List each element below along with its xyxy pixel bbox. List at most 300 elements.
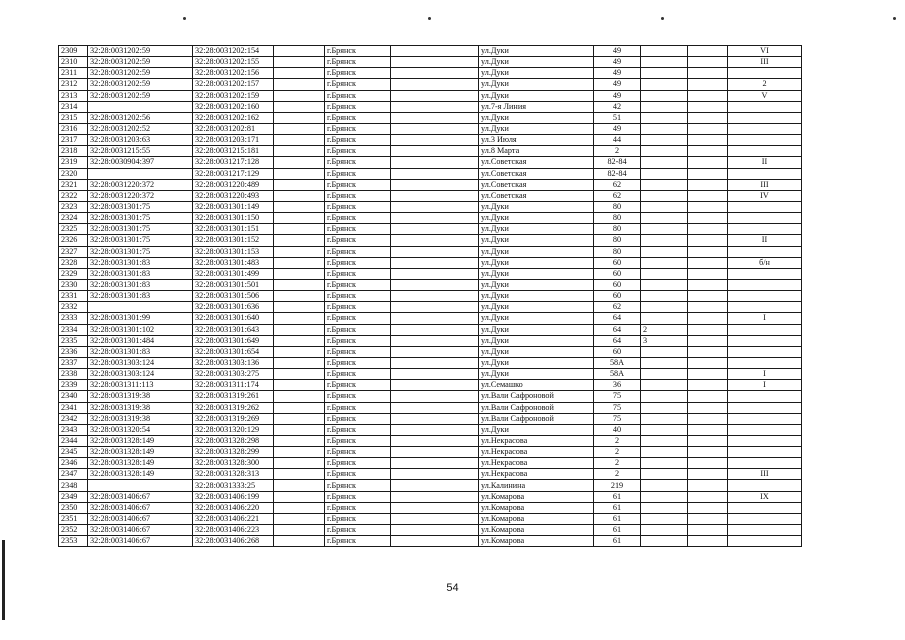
premises-number-cell: I bbox=[728, 369, 802, 380]
street-cell: ул.Дуки bbox=[479, 324, 594, 335]
empty-cell bbox=[391, 391, 479, 402]
house-number-cell: 2 bbox=[594, 146, 641, 157]
city-cell: г.Брянск bbox=[325, 302, 391, 313]
table-row bbox=[59, 135, 802, 146]
building-part-cell bbox=[641, 279, 688, 290]
parent-cadastral-number-cell: 32:28:0031202:56 bbox=[88, 112, 193, 123]
parent-cadastral-number-cell: 32:28:0031301:83 bbox=[88, 346, 193, 357]
empty-cell bbox=[391, 157, 479, 168]
cadastral-number-cell: 32:28:0031301:654 bbox=[193, 346, 274, 357]
city-cell: г.Брянск bbox=[325, 435, 391, 446]
empty-cell bbox=[274, 190, 325, 201]
table-row bbox=[59, 257, 802, 268]
city-cell: г.Брянск bbox=[325, 157, 391, 168]
premises-number-cell bbox=[728, 536, 802, 547]
empty-cell bbox=[688, 46, 728, 57]
cadastral-number-cell: 32:28:0031202:157 bbox=[193, 79, 274, 90]
building-part-cell bbox=[641, 101, 688, 112]
city-cell: г.Брянск bbox=[325, 447, 391, 458]
row-number-cell: 2347 bbox=[59, 469, 88, 480]
parent-cadastral-number-cell: 32:28:0031311:113 bbox=[88, 380, 193, 391]
house-number-cell: 60 bbox=[594, 346, 641, 357]
empty-cell bbox=[688, 146, 728, 157]
premises-number-cell bbox=[728, 502, 802, 513]
premises-number-cell: V bbox=[728, 90, 802, 101]
house-number-cell: 2 bbox=[594, 435, 641, 446]
parent-cadastral-number-cell: 32:28:0030904:397 bbox=[88, 157, 193, 168]
street-cell: ул.Дуки bbox=[479, 346, 594, 357]
empty-cell bbox=[391, 57, 479, 68]
cadastral-number-cell: 32:28:0031328:313 bbox=[193, 469, 274, 480]
premises-number-cell bbox=[728, 224, 802, 235]
city-cell: г.Брянск bbox=[325, 90, 391, 101]
city-cell: г.Брянск bbox=[325, 168, 391, 179]
city-cell: г.Брянск bbox=[325, 46, 391, 57]
city-cell: г.Брянск bbox=[325, 469, 391, 480]
row-number-cell: 2343 bbox=[59, 424, 88, 435]
street-cell: ул.Дуки bbox=[479, 279, 594, 290]
empty-cell bbox=[688, 469, 728, 480]
empty-cell bbox=[688, 224, 728, 235]
house-number-cell: 2 bbox=[594, 447, 641, 458]
row-number-cell: 2328 bbox=[59, 257, 88, 268]
premises-number-cell: III bbox=[728, 179, 802, 190]
house-number-cell: 61 bbox=[594, 491, 641, 502]
empty-cell bbox=[391, 46, 479, 57]
parent-cadastral-number-cell: 32:28:0031220:372 bbox=[88, 179, 193, 190]
empty-cell bbox=[274, 458, 325, 469]
parent-cadastral-number-cell: 32:28:0031319:38 bbox=[88, 402, 193, 413]
empty-cell bbox=[391, 291, 479, 302]
city-cell: г.Брянск bbox=[325, 213, 391, 224]
house-number-cell: 42 bbox=[594, 101, 641, 112]
row-number-cell: 2325 bbox=[59, 224, 88, 235]
property-register-table bbox=[58, 45, 802, 547]
city-cell: г.Брянск bbox=[325, 335, 391, 346]
house-number-cell: 82-84 bbox=[594, 157, 641, 168]
house-number-cell: 61 bbox=[594, 536, 641, 547]
street-cell: ул.Дуки bbox=[479, 112, 594, 123]
premises-number-cell bbox=[728, 447, 802, 458]
building-part-cell bbox=[641, 213, 688, 224]
premises-number-cell bbox=[728, 123, 802, 134]
premises-number-cell bbox=[728, 213, 802, 224]
parent-cadastral-number-cell: 32:28:0031202:52 bbox=[88, 123, 193, 134]
empty-cell bbox=[274, 324, 325, 335]
empty-cell bbox=[274, 90, 325, 101]
table-row bbox=[59, 458, 802, 469]
empty-cell bbox=[391, 335, 479, 346]
premises-number-cell bbox=[728, 112, 802, 123]
empty-cell bbox=[391, 179, 479, 190]
cadastral-number-cell: 32:28:0031203:171 bbox=[193, 135, 274, 146]
table-row bbox=[59, 246, 802, 257]
empty-cell bbox=[391, 402, 479, 413]
row-number-cell: 2346 bbox=[59, 458, 88, 469]
cadastral-number-cell: 32:28:0031217:128 bbox=[193, 157, 274, 168]
street-cell: ул.Комарова bbox=[479, 491, 594, 502]
empty-cell bbox=[391, 246, 479, 257]
city-cell: г.Брянск bbox=[325, 268, 391, 279]
building-part-cell bbox=[641, 123, 688, 134]
building-part-cell bbox=[641, 369, 688, 380]
street-cell: ул.Дуки bbox=[479, 335, 594, 346]
building-part-cell bbox=[641, 469, 688, 480]
empty-cell bbox=[688, 179, 728, 190]
empty-cell bbox=[274, 101, 325, 112]
empty-cell bbox=[274, 79, 325, 90]
empty-cell bbox=[274, 402, 325, 413]
empty-cell bbox=[274, 369, 325, 380]
table-row bbox=[59, 79, 802, 90]
row-number-cell: 2309 bbox=[59, 46, 88, 57]
empty-cell bbox=[274, 135, 325, 146]
house-number-cell: 51 bbox=[594, 112, 641, 123]
parent-cadastral-number-cell: 32:28:0031301:484 bbox=[88, 335, 193, 346]
empty-cell bbox=[274, 513, 325, 524]
empty-cell bbox=[688, 168, 728, 179]
house-number-cell: 80 bbox=[594, 224, 641, 235]
empty-cell bbox=[688, 480, 728, 491]
table-row bbox=[59, 502, 802, 513]
row-number-cell: 2345 bbox=[59, 447, 88, 458]
cadastral-number-cell: 32:28:0031333:25 bbox=[193, 480, 274, 491]
street-cell: ул.Советская bbox=[479, 157, 594, 168]
row-number-cell: 2315 bbox=[59, 112, 88, 123]
premises-number-cell: VI bbox=[728, 46, 802, 57]
cadastral-number-cell: 32:28:0031319:262 bbox=[193, 402, 274, 413]
empty-cell bbox=[391, 302, 479, 313]
street-cell: ул.Дуки bbox=[479, 123, 594, 134]
row-number-cell: 2317 bbox=[59, 135, 88, 146]
row-number-cell: 2348 bbox=[59, 480, 88, 491]
empty-cell bbox=[688, 357, 728, 368]
table-row bbox=[59, 469, 802, 480]
parent-cadastral-number-cell: 32:28:0031406:67 bbox=[88, 513, 193, 524]
empty-cell bbox=[274, 68, 325, 79]
empty-cell bbox=[688, 391, 728, 402]
premises-number-cell bbox=[728, 402, 802, 413]
empty-cell bbox=[688, 335, 728, 346]
building-part-cell: 3 bbox=[641, 335, 688, 346]
row-number-cell: 2322 bbox=[59, 190, 88, 201]
city-cell: г.Брянск bbox=[325, 235, 391, 246]
cadastral-number-cell: 32:28:0031406:220 bbox=[193, 502, 274, 513]
cadastral-number-cell: 32:28:0031220:489 bbox=[193, 179, 274, 190]
premises-number-cell: 2 bbox=[728, 79, 802, 90]
city-cell: г.Брянск bbox=[325, 179, 391, 190]
row-number-cell: 2331 bbox=[59, 291, 88, 302]
row-number-cell: 2350 bbox=[59, 502, 88, 513]
empty-cell bbox=[391, 68, 479, 79]
empty-cell bbox=[274, 313, 325, 324]
street-cell: ул.Комарова bbox=[479, 536, 594, 547]
house-number-cell: 44 bbox=[594, 135, 641, 146]
row-number-cell: 2340 bbox=[59, 391, 88, 402]
parent-cadastral-number-cell: 32:28:0031301:99 bbox=[88, 313, 193, 324]
empty-cell bbox=[391, 224, 479, 235]
cadastral-number-cell: 32:28:0031319:269 bbox=[193, 413, 274, 424]
street-cell: ул.Советская bbox=[479, 179, 594, 190]
city-cell: г.Брянск bbox=[325, 112, 391, 123]
building-part-cell bbox=[641, 536, 688, 547]
building-part-cell bbox=[641, 90, 688, 101]
cadastral-number-cell: 32:28:0031217:129 bbox=[193, 168, 274, 179]
street-cell: ул.Дуки bbox=[479, 224, 594, 235]
empty-cell bbox=[688, 324, 728, 335]
empty-cell bbox=[688, 90, 728, 101]
row-number-cell: 2338 bbox=[59, 369, 88, 380]
premises-number-cell: II bbox=[728, 157, 802, 168]
house-number-cell: 2 bbox=[594, 458, 641, 469]
empty-cell bbox=[391, 279, 479, 290]
premises-number-cell bbox=[728, 335, 802, 346]
empty-cell bbox=[391, 168, 479, 179]
house-number-cell: 60 bbox=[594, 257, 641, 268]
city-cell: г.Брянск bbox=[325, 502, 391, 513]
empty-cell bbox=[274, 123, 325, 134]
empty-cell bbox=[688, 157, 728, 168]
premises-number-cell: б/н bbox=[728, 257, 802, 268]
table-row bbox=[59, 346, 802, 357]
empty-cell bbox=[688, 413, 728, 424]
house-number-cell: 60 bbox=[594, 291, 641, 302]
row-number-cell: 2311 bbox=[59, 68, 88, 79]
house-number-cell: 219 bbox=[594, 480, 641, 491]
parent-cadastral-number-cell: 32:28:0031303:124 bbox=[88, 369, 193, 380]
premises-number-cell bbox=[728, 68, 802, 79]
house-number-cell: 2 bbox=[594, 469, 641, 480]
city-cell: г.Брянск bbox=[325, 246, 391, 257]
table-row bbox=[59, 213, 802, 224]
table-row bbox=[59, 525, 802, 536]
table-row bbox=[59, 279, 802, 290]
empty-cell bbox=[274, 279, 325, 290]
premises-number-cell bbox=[728, 357, 802, 368]
empty-cell bbox=[391, 112, 479, 123]
table-row bbox=[59, 112, 802, 123]
building-part-cell bbox=[641, 201, 688, 212]
house-number-cell: 49 bbox=[594, 123, 641, 134]
city-cell: г.Брянск bbox=[325, 123, 391, 134]
city-cell: г.Брянск bbox=[325, 513, 391, 524]
row-number-cell: 2323 bbox=[59, 201, 88, 212]
street-cell: ул.Вали Сафроновой bbox=[479, 402, 594, 413]
premises-number-cell bbox=[728, 268, 802, 279]
empty-cell bbox=[688, 246, 728, 257]
table-row bbox=[59, 201, 802, 212]
street-cell: ул.Некрасова bbox=[479, 435, 594, 446]
parent-cadastral-number-cell: 32:28:0031301:83 bbox=[88, 279, 193, 290]
premises-number-cell bbox=[728, 324, 802, 335]
table-row bbox=[59, 302, 802, 313]
table-row bbox=[59, 291, 802, 302]
building-part-cell bbox=[641, 491, 688, 502]
street-cell: ул.Дуки bbox=[479, 268, 594, 279]
empty-cell bbox=[274, 491, 325, 502]
empty-cell bbox=[391, 101, 479, 112]
empty-cell bbox=[688, 491, 728, 502]
row-number-cell: 2321 bbox=[59, 179, 88, 190]
empty-cell bbox=[391, 491, 479, 502]
empty-cell bbox=[391, 480, 479, 491]
parent-cadastral-number-cell: 32:28:0031320:54 bbox=[88, 424, 193, 435]
parent-cadastral-number-cell: 32:28:0031202:59 bbox=[88, 68, 193, 79]
house-number-cell: 58А bbox=[594, 357, 641, 368]
row-number-cell: 2339 bbox=[59, 380, 88, 391]
empty-cell bbox=[274, 224, 325, 235]
street-cell: ул.Дуки bbox=[479, 213, 594, 224]
street-cell: ул.Советская bbox=[479, 168, 594, 179]
premises-number-cell: I bbox=[728, 313, 802, 324]
house-number-cell: 58А bbox=[594, 369, 641, 380]
cadastral-number-cell: 32:28:0031406:199 bbox=[193, 491, 274, 502]
street-cell: ул.Дуки bbox=[479, 246, 594, 257]
cadastral-number-cell: 32:28:0031311:174 bbox=[193, 380, 274, 391]
empty-cell bbox=[391, 458, 479, 469]
table-row bbox=[59, 380, 802, 391]
empty-cell bbox=[688, 424, 728, 435]
row-number-cell: 2333 bbox=[59, 313, 88, 324]
table-row bbox=[59, 480, 802, 491]
city-cell: г.Брянск bbox=[325, 101, 391, 112]
row-number-cell: 2336 bbox=[59, 346, 88, 357]
empty-cell bbox=[274, 46, 325, 57]
empty-cell bbox=[391, 201, 479, 212]
row-number-cell: 2337 bbox=[59, 357, 88, 368]
street-cell: ул.Комарова bbox=[479, 513, 594, 524]
house-number-cell: 49 bbox=[594, 57, 641, 68]
table-row bbox=[59, 179, 802, 190]
premises-number-cell bbox=[728, 435, 802, 446]
house-number-cell: 36 bbox=[594, 380, 641, 391]
house-number-cell: 64 bbox=[594, 313, 641, 324]
street-cell: ул.Вали Сафроновой bbox=[479, 391, 594, 402]
house-number-cell: 60 bbox=[594, 279, 641, 290]
table-row bbox=[59, 57, 802, 68]
cadastral-number-cell: 32:28:0031301:640 bbox=[193, 313, 274, 324]
city-cell: г.Брянск bbox=[325, 291, 391, 302]
house-number-cell: 80 bbox=[594, 235, 641, 246]
cadastral-number-cell: 32:28:0031202:160 bbox=[193, 101, 274, 112]
parent-cadastral-number-cell: 32:28:0031301:102 bbox=[88, 324, 193, 335]
empty-cell bbox=[391, 324, 479, 335]
building-part-cell bbox=[641, 458, 688, 469]
building-part-cell bbox=[641, 525, 688, 536]
table-row bbox=[59, 536, 802, 547]
house-number-cell: 49 bbox=[594, 46, 641, 57]
empty-cell bbox=[391, 525, 479, 536]
premises-number-cell bbox=[728, 246, 802, 257]
premises-number-cell bbox=[728, 146, 802, 157]
empty-cell bbox=[688, 190, 728, 201]
row-number-cell: 2342 bbox=[59, 413, 88, 424]
premises-number-cell bbox=[728, 424, 802, 435]
table-row bbox=[59, 101, 802, 112]
table-row bbox=[59, 447, 802, 458]
scan-dot bbox=[428, 17, 431, 20]
table-row bbox=[59, 313, 802, 324]
building-part-cell bbox=[641, 502, 688, 513]
row-number-cell: 2326 bbox=[59, 235, 88, 246]
street-cell: ул.Некрасова bbox=[479, 469, 594, 480]
street-cell: ул.Семашко bbox=[479, 380, 594, 391]
premises-number-cell: I bbox=[728, 380, 802, 391]
empty-cell bbox=[688, 291, 728, 302]
empty-cell bbox=[274, 357, 325, 368]
city-cell: г.Брянск bbox=[325, 402, 391, 413]
street-cell: ул.Дуки bbox=[479, 302, 594, 313]
parent-cadastral-number-cell: 32:28:0031328:149 bbox=[88, 469, 193, 480]
parent-cadastral-number-cell: 32:28:0031202:59 bbox=[88, 79, 193, 90]
house-number-cell: 82-84 bbox=[594, 168, 641, 179]
building-part-cell bbox=[641, 357, 688, 368]
empty-cell bbox=[688, 79, 728, 90]
street-cell: ул.Дуки bbox=[479, 369, 594, 380]
cadastral-number-cell: 32:28:0031301:150 bbox=[193, 213, 274, 224]
empty-cell bbox=[391, 502, 479, 513]
empty-cell bbox=[688, 57, 728, 68]
empty-cell bbox=[688, 380, 728, 391]
row-number-cell: 2353 bbox=[59, 536, 88, 547]
street-cell: ул.Вали Сафроновой bbox=[479, 413, 594, 424]
building-part-cell bbox=[641, 112, 688, 123]
empty-cell bbox=[274, 268, 325, 279]
house-number-cell: 60 bbox=[594, 268, 641, 279]
building-part-cell bbox=[641, 435, 688, 446]
street-cell: ул.Дуки bbox=[479, 424, 594, 435]
building-part-cell bbox=[641, 235, 688, 246]
empty-cell bbox=[391, 424, 479, 435]
row-number-cell: 2310 bbox=[59, 57, 88, 68]
row-number-cell: 2327 bbox=[59, 246, 88, 257]
street-cell: ул.Советская bbox=[479, 190, 594, 201]
city-cell: г.Брянск bbox=[325, 346, 391, 357]
premises-number-cell: III bbox=[728, 57, 802, 68]
city-cell: г.Брянск bbox=[325, 491, 391, 502]
cadastral-number-cell: 32:28:0031301:153 bbox=[193, 246, 274, 257]
empty-cell bbox=[688, 101, 728, 112]
table-row bbox=[59, 491, 802, 502]
city-cell: г.Брянск bbox=[325, 224, 391, 235]
table-row bbox=[59, 68, 802, 79]
street-cell: ул.Калинина bbox=[479, 480, 594, 491]
house-number-cell: 75 bbox=[594, 402, 641, 413]
house-number-cell: 61 bbox=[594, 525, 641, 536]
cadastral-number-cell: 32:28:0031301:506 bbox=[193, 291, 274, 302]
empty-cell bbox=[688, 502, 728, 513]
house-number-cell: 80 bbox=[594, 201, 641, 212]
cadastral-number-cell: 32:28:0031301:152 bbox=[193, 235, 274, 246]
cadastral-number-cell: 32:28:0031215:181 bbox=[193, 146, 274, 157]
cadastral-number-cell: 32:28:0031301:483 bbox=[193, 257, 274, 268]
empty-cell bbox=[391, 447, 479, 458]
parent-cadastral-number-cell: 32:28:0031301:75 bbox=[88, 246, 193, 257]
building-part-cell bbox=[641, 447, 688, 458]
premises-number-cell: IX bbox=[728, 491, 802, 502]
empty-cell bbox=[391, 123, 479, 134]
empty-cell bbox=[391, 346, 479, 357]
table-row bbox=[59, 235, 802, 246]
parent-cadastral-number-cell: 32:28:0031328:149 bbox=[88, 435, 193, 446]
parent-cadastral-number-cell: 32:28:0031319:38 bbox=[88, 391, 193, 402]
empty-cell bbox=[688, 525, 728, 536]
empty-cell bbox=[688, 458, 728, 469]
cadastral-number-cell: 32:28:0031320:129 bbox=[193, 424, 274, 435]
city-cell: г.Брянск bbox=[325, 380, 391, 391]
street-cell: ул.Дуки bbox=[479, 313, 594, 324]
empty-cell bbox=[274, 525, 325, 536]
